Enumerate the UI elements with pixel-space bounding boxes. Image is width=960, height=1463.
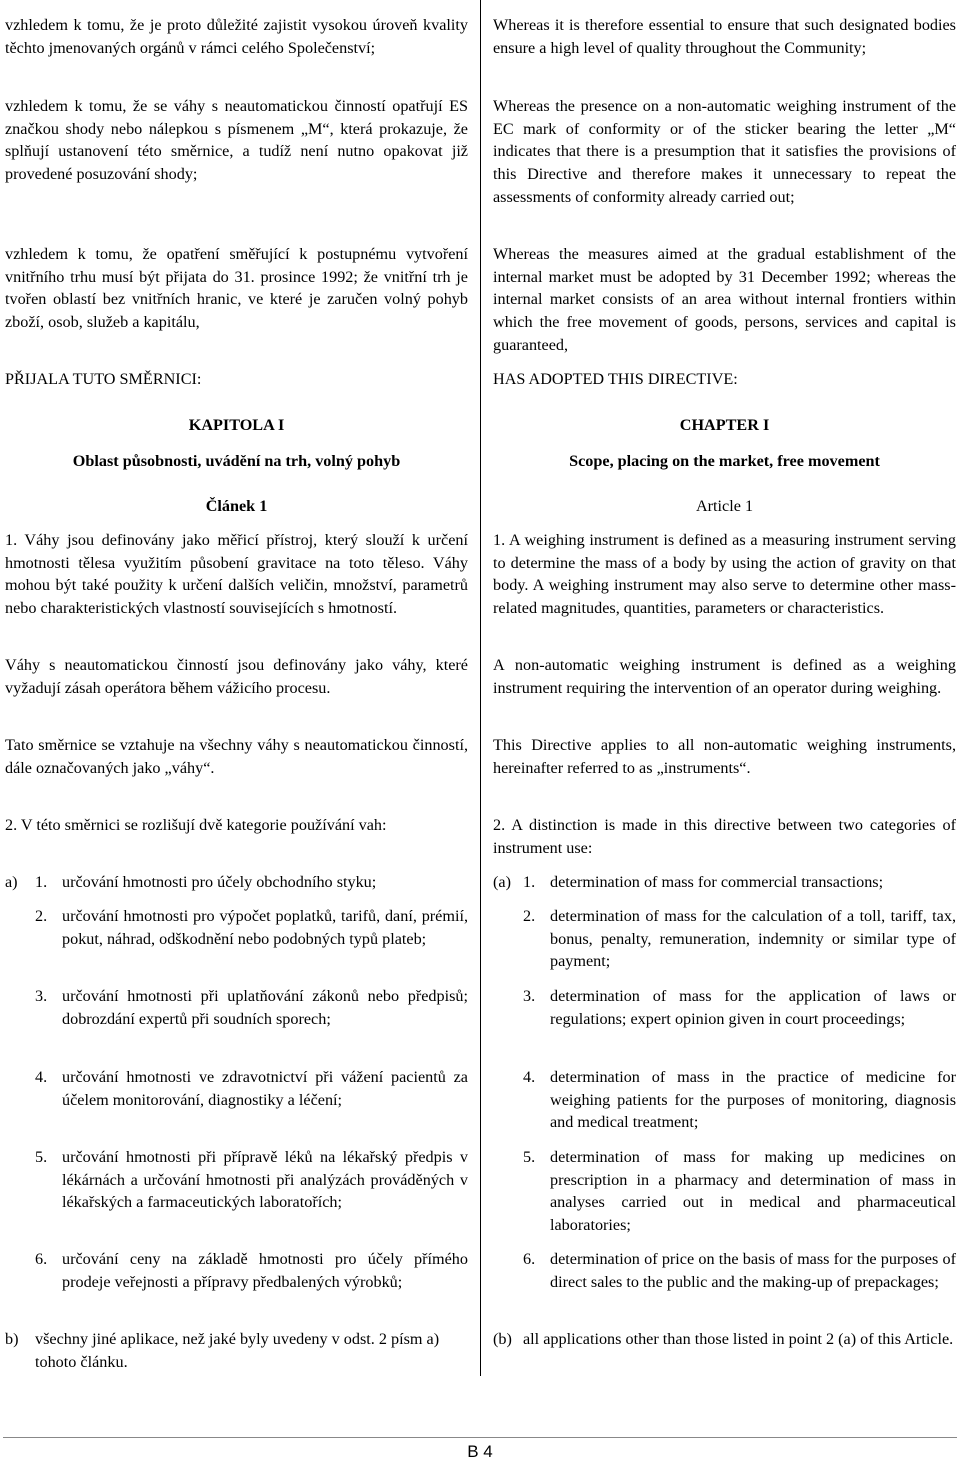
item-text: určování hmotnosti pro účely obchodního styku;: [62, 873, 377, 891]
item-text: určování hmotnosti při přípravě léků na lékařský předpis v lékárnách a určování hmotnosti při analýzách prováděných v lékařských a farmaceutických laboratořích;: [62, 1148, 468, 1212]
item-text: určování ceny na základě hmotnosti pro účely přímého prodeje veřejnosti a přípravy předbalených výrobků;: [62, 1250, 468, 1291]
item-number: 3.: [523, 987, 536, 1005]
item-number: 2.: [523, 907, 536, 925]
list-label-b: b): [5, 1330, 19, 1348]
item-number: 5.: [523, 1148, 536, 1166]
item-text: determination of mass for the calculation of a toll, tariff, tax, bonus, penalty, remuneration, indemnity or similar type of payment;: [550, 907, 956, 971]
item-text: all applications other than those listed in point 2 (a) of this Article.: [523, 1330, 954, 1348]
article-paragraph-3: Tato směrnice se vztahuje na všechny váhy s neautomatickou činností, dále označovaných jako „váhy“.: [5, 736, 468, 777]
article-paragraph-2: A non-automatic weighing instrument is defined as a weighing instrument requiring the intervention of an operator during weighing.: [493, 656, 956, 697]
recital-quality: vzhledem k tomu, že je proto důležité zajistit vysokou úroveň kvality těchto jmenovaných orgánů v rámci celého Společenství;: [5, 16, 468, 57]
item-number: 2.: [35, 907, 48, 925]
item-text: determination of mass for making up medicines on prescription in a pharmacy and determination of mass in analyses carried out in medical and pharmaceutical laboratories;: [550, 1148, 956, 1235]
adoption-statement: PŘIJALA TUTO SMĚRNICI:: [5, 370, 202, 388]
item-text: určování hmotnosti ve zdravotnictví při vážení pacientů za účelem monitorování, diagnostiky a léčení;: [62, 1068, 468, 1109]
item-text: determination of mass in the practice of medicine for weighing patients for the purposes of monitoring, diagnosis and medical treatment;: [550, 1068, 956, 1132]
list-label-a: a): [5, 873, 18, 891]
chapter-heading: KAPITOLA I: [188, 416, 285, 434]
article-paragraph-1: 1. A weighing instrument is defined as a measuring instrument serving to determine the mass of a body by using the action of gravity on that body. A weighing instrument may also serve to determine other mass-related magnitudes, quantities, parameters or characteristics.: [493, 531, 956, 618]
page-number: B 4: [467, 1442, 493, 1461]
chapter-heading: CHAPTER I: [679, 416, 770, 434]
item-text: všechny jiné aplikace, než jaké byly uvedeny v odst. 2 písm a) tohoto článku.: [35, 1330, 440, 1371]
recital-marking: vzhledem k tomu, že se váhy s neautomatickou činností opatřují ES značkou shody nebo nálepkou s písmenem „M“, která prokazuje, že splňují ustanovení této směrnice, a tudíž není nutno opakovat již provedené posuzování shody;: [5, 97, 468, 184]
recital-marking: Whereas the presence on a non-automatic weighing instrument of the EC mark of conformity or of the sticker bearing the letter „M“ indicates that there is a presumption that it satisfies the provisions of this Directive and therefore makes it unnecessary to repeat the assessments of conformity already carried out;: [493, 97, 956, 206]
article-heading: Article 1: [695, 497, 754, 515]
item-number: 5.: [35, 1148, 48, 1166]
item-number: 1.: [523, 873, 536, 891]
list-label-b: (b): [493, 1330, 512, 1348]
item-text: determination of price on the basis of mass for the purposes of direct sales to the public and the making-up of prepackages;: [550, 1250, 956, 1291]
article-paragraph-1: 1. Váhy jsou definovány jako měřicí přístroj, který slouží k určení hmotnosti tělesa využitím působení gravitace na toto těleso. Váhy mohou být také použity k určení dalších veličin, množství, parametrů nebo charakteristických vlastností souvisejících s hmotností.: [5, 531, 468, 618]
item-number: 4.: [523, 1068, 536, 1086]
item-number: 1.: [35, 873, 48, 891]
adoption-statement: HAS ADOPTED THIS DIRECTIVE:: [493, 370, 738, 388]
article-paragraph-2: Váhy s neautomatickou činností jsou definovány jako váhy, které vyžadují zásah operátora během vážicího procesu.: [5, 656, 468, 697]
column-divider: [480, 0, 481, 1376]
recital-internal-market: vzhledem k tomu, že opatření směřující k postupnému vytvoření vnitřního trhu musí být přijata do 31. prosince 1992; že vnitřní trh je tvořen oblastí bez vnitřních hranic, ve které je zaručen volný pohyb zboží, osob, služeb a kapitálu,: [5, 245, 468, 332]
article-paragraph-4: 2. A distinction is made in this directive between two categories of instrument use:: [493, 816, 956, 857]
item-number: 3.: [35, 987, 48, 1005]
item-text: určování hmotnosti při uplatňování zákonů nebo předpisů; dobrozdání expertů při soudních sporech;: [62, 987, 468, 1028]
item-number: 4.: [35, 1068, 48, 1086]
article-heading: Článek 1: [205, 497, 268, 515]
item-text: determination of mass for commercial transactions;: [550, 873, 884, 891]
article-paragraph-4: 2. V této směrnici se rozlišují dvě kategorie používání vah:: [5, 816, 387, 834]
item-number: 6.: [35, 1250, 48, 1268]
list-label-a: (a): [493, 873, 511, 891]
footer-rule: [3, 1437, 957, 1438]
chapter-title: Scope, placing on the market, free movement: [569, 452, 880, 470]
item-text: determination of mass for the application of laws or regulations; expert opinion given in court proceedings;: [550, 987, 956, 1028]
recital-quality: Whereas it is therefore essential to ensure that such designated bodies ensure a high level of quality throughout the Community;: [493, 16, 956, 57]
recital-internal-market: Whereas the measures aimed at the gradual establishment of the internal market must be adopted by 31 December 1992; whereas the internal market consists of an area without internal frontiers within which the free movement of goods, persons, services and capital is guaranteed,: [493, 245, 956, 354]
item-number: 6.: [523, 1250, 536, 1268]
chapter-title: Oblast působnosti, uvádění na trh, volný pohyb: [72, 452, 401, 470]
item-text: určování hmotnosti pro výpočet poplatků, tarifů, daní, prémií, pokut, náhrad, odškodnění nebo podobných typů plateb;: [62, 907, 468, 948]
article-paragraph-3: This Directive applies to all non-automatic weighing instruments, hereinafter referred to as „instruments“.: [493, 736, 956, 777]
